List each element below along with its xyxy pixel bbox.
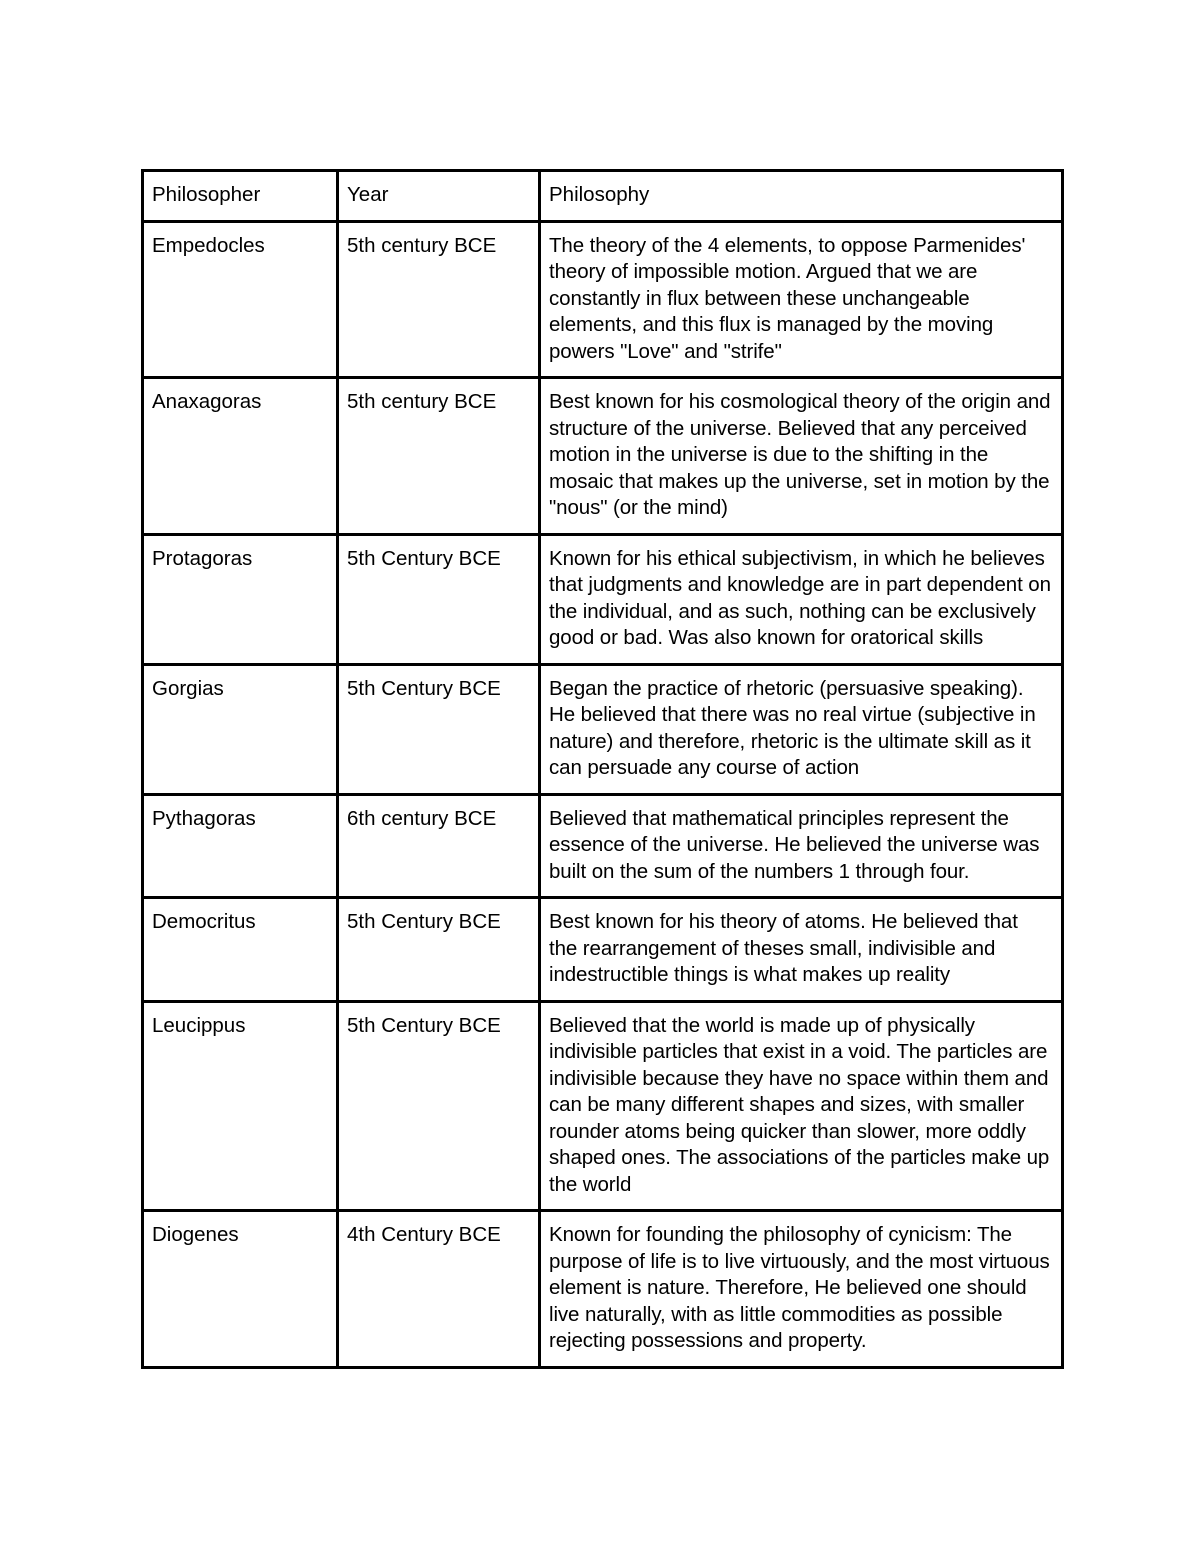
- table-row: [143, 534, 1063, 664]
- philosopher-year: 5th century BCE: [338, 221, 540, 378]
- philosopher-name: Leucippus: [143, 1001, 338, 1211]
- philosophy-description: Began the practice of rhetoric (persuasive speaking). He believed that there was no real virtue (subjective in nature) and therefore, rhetoric is the ultimate skill as it can persuade any course of action: [540, 664, 1063, 794]
- philosopher-year: 5th Century BCE: [338, 534, 540, 664]
- philosophy-description: The theory of the 4 elements, to oppose Parmenides' theory of impossible motion. Argued that we are constantly in flux between these unchangeable elements, and this flux is managed by the moving powers "Love" and "strife": [540, 221, 1063, 378]
- table-row: [143, 664, 1063, 794]
- philosopher-year: 5th century BCE: [338, 378, 540, 535]
- philosophy-description: Best known for his cosmological theory of the origin and structure of the universe. Believed that any perceived motion in the universe is due to the shifting in the mosaic that makes up the universe, set in motion by the "nous" (or the mind): [540, 378, 1063, 535]
- philosophy-description: Believed that mathematical principles represent the essence of the universe. He believed the universe was built on the sum of the numbers 1 through four.: [540, 794, 1063, 898]
- philosopher-year: 6th century BCE: [338, 794, 540, 898]
- philosophy-description: Believed that the world is made up of physically indivisible particles that exist in a void. The particles are indivisible because they have no space within them and can be many different shapes and sizes, with smaller rounder atoms being quicker than slower, more oddly shaped ones. The associations of the particles make up the world: [540, 1001, 1063, 1211]
- philosophy-description: Known for his ethical subjectivism, in which he believes that judgments and knowledge are in part dependent on the individual, and as such, nothing can be exclusively good or bad. Was also known for oratorical skills: [540, 534, 1063, 664]
- philosophers-table: [141, 169, 1064, 1369]
- philosopher-name: Empedocles: [143, 221, 338, 378]
- header-philosopher: Philosopher: [143, 171, 338, 222]
- philosopher-year: 4th Century BCE: [338, 1211, 540, 1368]
- philosopher-year: 5th Century BCE: [338, 898, 540, 1002]
- table-row: [143, 898, 1063, 1002]
- table-row: [143, 221, 1063, 378]
- philosopher-name: Gorgias: [143, 664, 338, 794]
- philosopher-name: Diogenes: [143, 1211, 338, 1368]
- philosopher-name: Democritus: [143, 898, 338, 1002]
- philosophy-description: Best known for his theory of atoms. He believed that the rearrangement of theses small, indivisible and indestructible things is what makes up reality: [540, 898, 1063, 1002]
- table-header-row: [143, 171, 1063, 222]
- philosopher-year: 5th Century BCE: [338, 664, 540, 794]
- table-row: [143, 1211, 1063, 1368]
- philosophy-description: Known for founding the philosophy of cynicism: The purpose of life is to live virtuously, and the most virtuous element is nature. Therefore, He believed one should live naturally, with as little commodities as possible rejecting possessions and property.: [540, 1211, 1063, 1368]
- philosopher-name: Protagoras: [143, 534, 338, 664]
- table-row: [143, 794, 1063, 898]
- philosopher-name: Pythagoras: [143, 794, 338, 898]
- table-row: [143, 378, 1063, 535]
- header-philosophy: Philosophy: [540, 171, 1063, 222]
- table-row: [143, 1001, 1063, 1211]
- philosopher-name: Anaxagoras: [143, 378, 338, 535]
- header-year: Year: [338, 171, 540, 222]
- philosopher-year: 5th Century BCE: [338, 1001, 540, 1211]
